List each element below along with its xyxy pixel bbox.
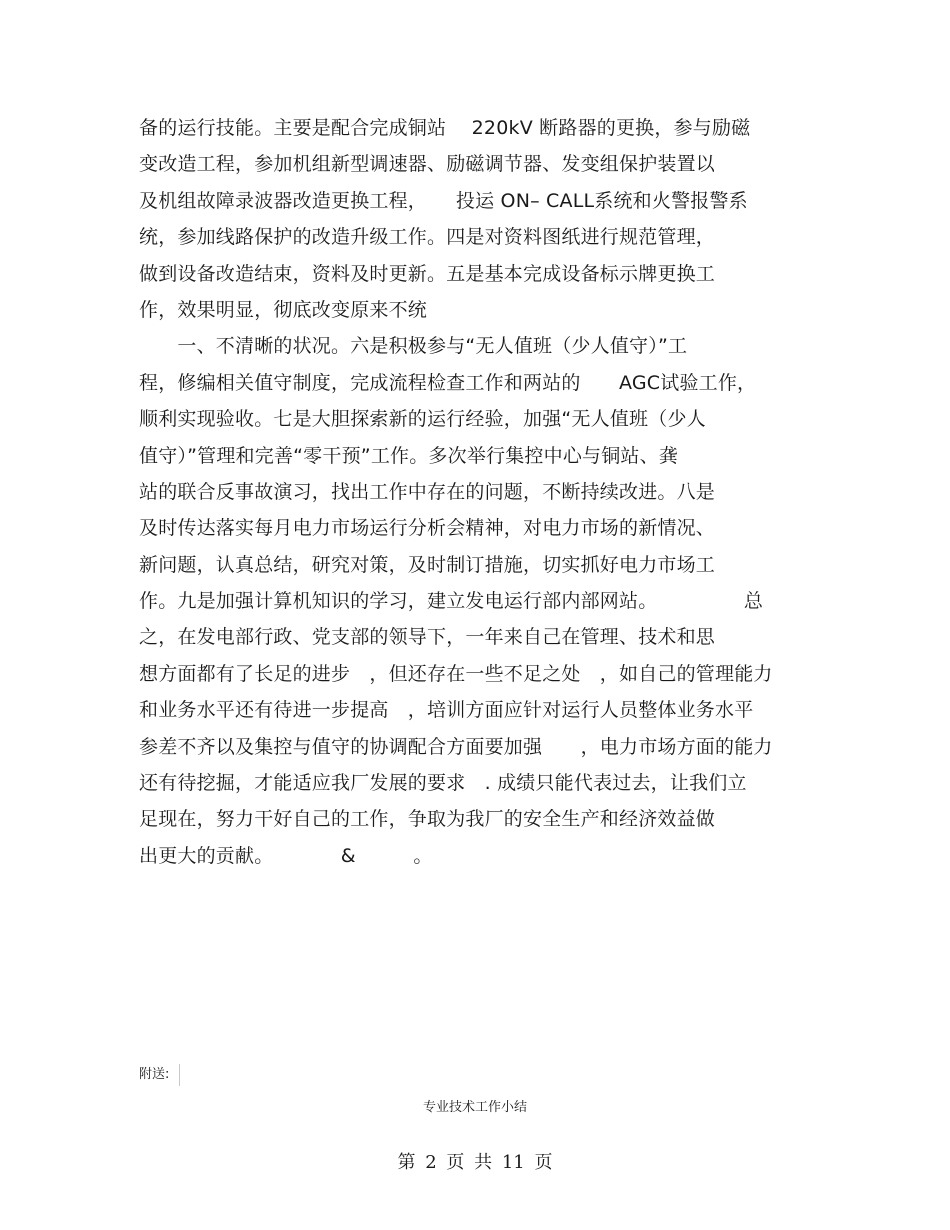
text-cursor-divider [179,1064,180,1086]
text-line: 及机组故障录波器改造更换工程， 投运 ON– CALL系统和火警报警系 [139,189,748,212]
body-text [139,110,799,874]
text-line: 顺利实现验收。七是大胆探索新的运行经验，加强“无人值班（少人 [139,408,706,431]
appendix-row [139,1064,180,1086]
text-line: 之，在发电部行政、党支部的领导下，一年来自己在管理、技术和思 [139,626,716,649]
text-line: 新问题，认真总结，研究对策，及时制订措施，切实抓好电力市场工 [139,553,716,576]
text-line: 足现在，努力干好自己的工作，争取为我厂的安全生产和经济效益做 [139,808,716,831]
appendix-subtitle: 专业技术工作小结 [422,1100,527,1115]
appendix-label: 附送: [139,1067,170,1082]
text-line: 想方面都有了长足的进步 ，但还存在一些不足之处 ，如自己的管理能力 [139,662,773,685]
text-line: 值守）”管理和完善“零干预”工作。多次举行集控中心与铜站、龚 [139,444,679,467]
text-line: 作。九是加强计算机知识的学习，建立发电运行部内部网站。 总 [139,590,764,613]
text-line: 站的联合反事故演习，找出工作中存在的问题，不断持续改进。八是 [139,480,716,503]
text-line: 和业务水平还有待进一步提高 ，培训方面应针对运行人员整体业务水平 [139,699,754,722]
text-line: 作，效果明显，彻底改变原来不统 [139,298,428,321]
text-line: 及时传达落实每月电力市场运行分析会精神，对电力市场的新情况、 [139,517,716,540]
text-line: 变改造工程，参加机组新型调速器、励磁调节器、发变组保护装置以 [139,153,716,176]
text-line: 备的运行技能。主要是配合完成铜站 220kV 断路器的更换，参与励磁 [139,117,751,139]
text-line: 出更大的贡献。 & 。 [139,844,433,867]
text-line: 一、不清晰的状况。六是积极参与“无人值班（少人值守）”工 [139,335,688,358]
text-line: 还有待挖掘，才能适应我厂发展的要求 . 成绩只能代表过去，让我们立 [139,772,747,795]
text-line: 做到设备改造结束，资料及时更新。五是基本完成设备标示牌更换工 [139,262,716,285]
text-line: 统，参加线路保护的改造升级工作。四是对资料图纸进行规范管理， [139,226,716,249]
text-line: 参差不齐以及集控与值守的协调配合方面要加强 ，电力市场方面的能力 [139,735,773,758]
page-number-footer: 第 2 页 共 11 页 [397,1152,553,1173]
text-line: 程，修编相关值守制度，完成流程检查工作和两站的 AGC试验工作， [139,371,757,394]
